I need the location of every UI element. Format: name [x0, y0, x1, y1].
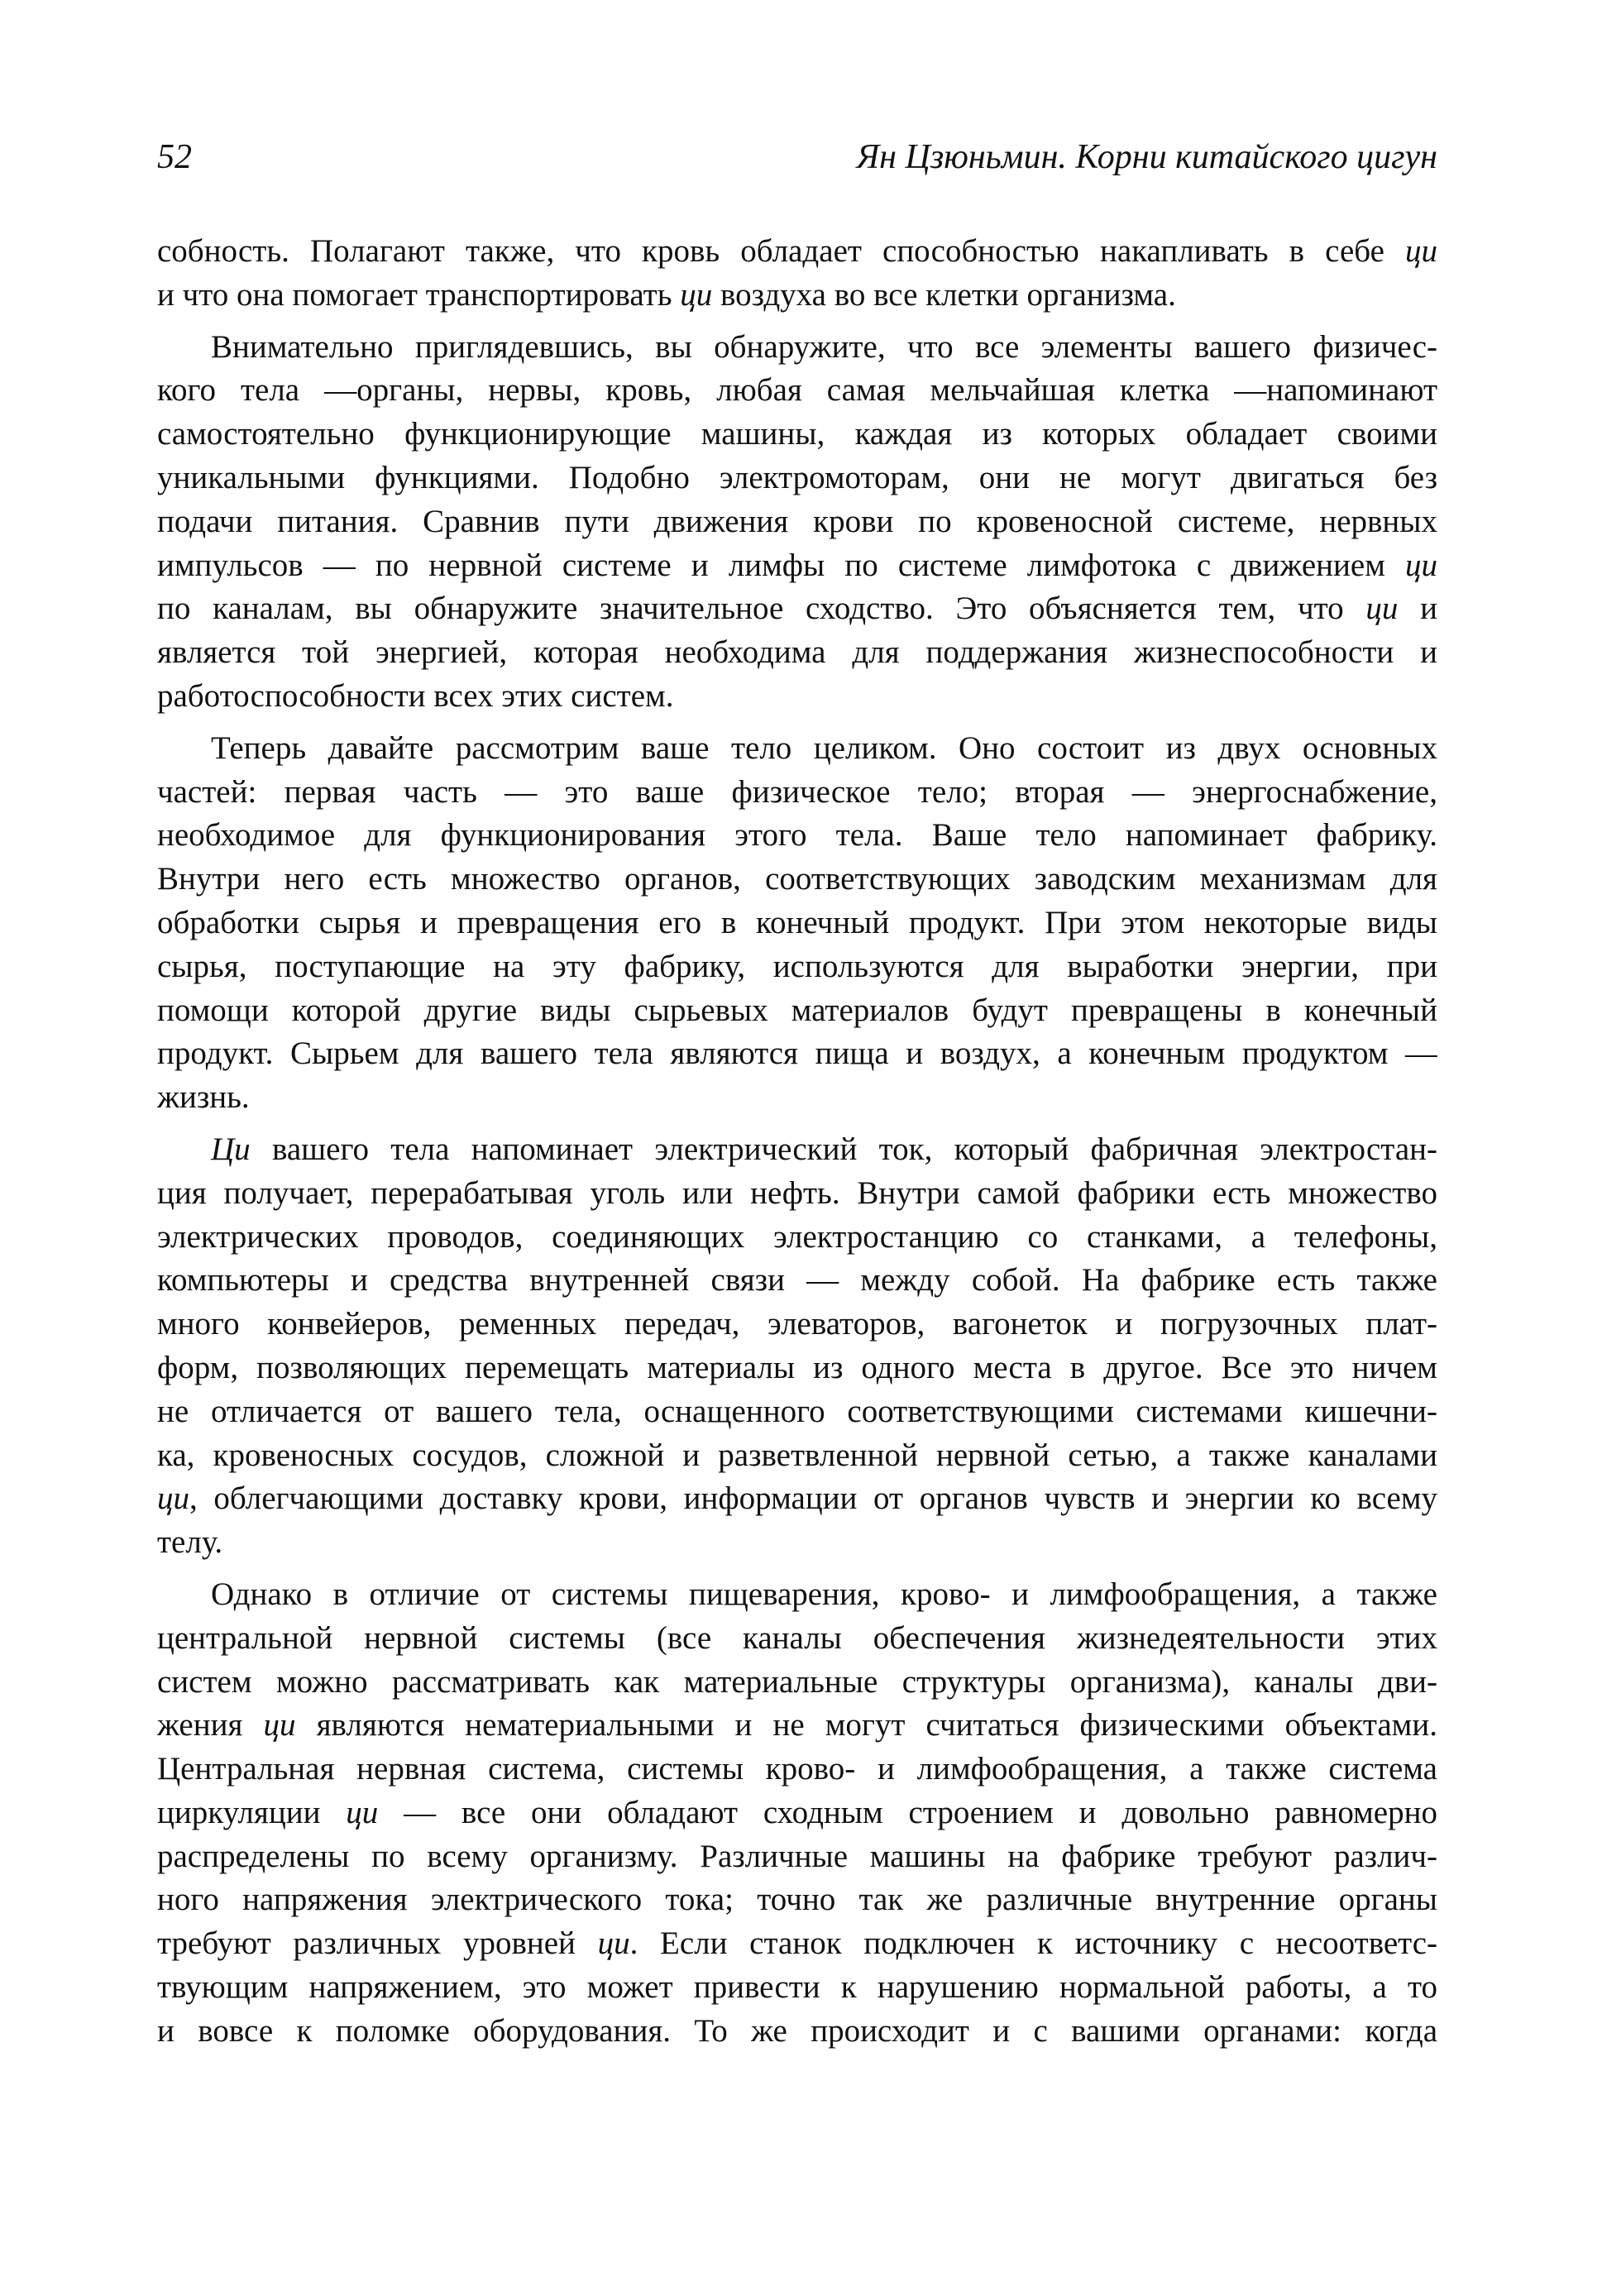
italic-term: ци	[157, 1480, 189, 1517]
text-segment: ка, кровеносных сосудов, сложной и разветвленной нервной сетью, а также каналами	[157, 1437, 1437, 1473]
text-segment: , облегчающими доставку крови, информации от органов чувств и энергии ко всему	[189, 1480, 1437, 1517]
text-segment: частей: первая часть — это ваше физическое тело; вторая — энергоснабжение,	[157, 773, 1437, 810]
text-segment: собность. Полагают также, что кровь обладает способностью накапливать в себе	[157, 233, 1405, 269]
italic-term: ци	[263, 1707, 296, 1744]
page-number: 52	[157, 138, 192, 176]
text-segment: жения	[157, 1707, 264, 1744]
text-line	[157, 814, 1437, 858]
text-segment: Теперь давайте рассмотрим ваше тело целиком. Оно состоит из двух основных	[211, 729, 1437, 766]
text-line	[157, 457, 1437, 500]
text-line	[157, 1347, 1437, 1390]
text-line	[157, 858, 1437, 902]
italic-term: ци	[1405, 547, 1437, 583]
text-line	[157, 1521, 1437, 1565]
text-line	[157, 1303, 1437, 1347]
text-segment: необходимое для функционирования этого тела. Ваше тело напоминает фабрику.	[157, 817, 1437, 854]
text-line	[157, 1878, 1437, 1922]
text-segment: жизнь.	[157, 1079, 250, 1116]
text-line	[157, 326, 1437, 370]
text-line	[157, 1791, 1437, 1835]
italic-term: ци	[597, 1925, 630, 1962]
text-segment: помощи которой другие виды сырьевых материалов будут превращены в конечный	[157, 992, 1437, 1028]
text-line	[157, 771, 1437, 815]
text-line	[157, 274, 1437, 318]
text-line	[157, 1573, 1437, 1617]
text-line	[157, 1390, 1437, 1434]
text-segment: систем можно рассматривать как материальные структуры организма), каналы дви-	[157, 1663, 1437, 1700]
text-line	[157, 587, 1437, 631]
text-line	[157, 902, 1437, 945]
text-segment: Внутри него есть множество органов, соответствующих заводским механизмам для	[157, 861, 1437, 897]
italic-term: ци	[1405, 233, 1437, 269]
text-line	[157, 1259, 1437, 1303]
text-segment: Однако в отличие от системы пищеварения, крово- и лимфообращения, а также	[211, 1576, 1437, 1612]
text-line	[157, 1966, 1437, 2010]
text-segment: компьютеры и средства внутренней связи — между собой. На фабрике есть также	[157, 1262, 1437, 1299]
text-line	[157, 631, 1437, 675]
text-segment: не отличается от вашего тела, оснащенного соответствующими системами кишечни-	[157, 1393, 1437, 1429]
text-segment: много конвейеров, ременных передач, элеваторов, вагонеток и погрузочных плат-	[157, 1306, 1437, 1342]
text-segment: . Если станок подключен к источнику с несоответс-	[629, 1925, 1437, 1962]
text-segment: продукт. Сырьем для вашего тела являются пища и воздух, а конечным продуктом —	[157, 1036, 1437, 1072]
text-line	[157, 989, 1437, 1033]
text-line	[157, 1477, 1437, 1521]
text-line	[157, 1922, 1437, 1966]
body-text	[157, 230, 1437, 2062]
text-line	[157, 1128, 1437, 1172]
text-line	[157, 945, 1437, 989]
text-segment: и что она помогает транспортировать	[157, 276, 681, 313]
text-line	[157, 1748, 1437, 1791]
text-line	[157, 1172, 1437, 1216]
text-segment: импульсов — по нервной системе и лимфы по системе лимфотока с движением	[157, 547, 1405, 583]
text-line	[157, 1835, 1437, 1879]
text-segment: работоспособности всех этих систем.	[157, 677, 674, 714]
text-line	[157, 544, 1437, 588]
text-line	[157, 1216, 1437, 1260]
text-line	[157, 1661, 1437, 1705]
text-segment: воздуха во все клетки организма.	[712, 276, 1176, 313]
text-line	[157, 727, 1437, 771]
text-segment: самостоятельно функционирующие машины, каждая из которых обладает своими	[157, 416, 1437, 452]
text-segment: электрических проводов, соединяющих электростанцию со станками, а телефоны,	[157, 1218, 1437, 1255]
text-segment: Внимательно приглядевшись, вы обнаружите, что все элементы вашего физичес-	[211, 328, 1437, 365]
text-segment: подачи питания. Сравнив пути движения крови по кровеносной системе, нервных	[157, 503, 1437, 539]
italic-term: ци	[680, 276, 713, 313]
text-segment: является той энергией, которая необходима для поддержания жизнеспособности и	[157, 634, 1437, 671]
italic-term: ци	[346, 1794, 379, 1830]
paragraph	[157, 1573, 1437, 2054]
text-line	[157, 1032, 1437, 1076]
text-line	[157, 1434, 1437, 1478]
text-line	[157, 1704, 1437, 1748]
text-line	[157, 413, 1437, 457]
text-segment: являются нематериальными и не могут считаться физическими объектами.	[295, 1707, 1437, 1744]
paragraph	[157, 326, 1437, 719]
text-line	[157, 1617, 1437, 1661]
text-segment: кого тела —органы, нервы, кровь, любая самая мельчайшая клетка —напоминают	[157, 372, 1437, 409]
text-segment: форм, позволяющих перемещать материалы из одного места в другое. Все это ничем	[157, 1349, 1437, 1385]
paragraph	[157, 230, 1437, 318]
text-line	[157, 675, 1437, 719]
text-segment: центральной нервной системы (все каналы обеспечения жизнедеятельности этих	[157, 1619, 1437, 1656]
text-segment: требуют различных уровней	[157, 1925, 598, 1962]
text-line	[157, 2010, 1437, 2054]
text-line	[157, 369, 1437, 413]
running-head	[157, 132, 1437, 182]
text-segment: распределены по всему организму. Различные машины на фабрике требуют различ-	[157, 1838, 1437, 1874]
text-segment: по каналам, вы обнаружите значительное сходство. Это объясняется тем, что	[157, 591, 1366, 627]
text-segment: циркуляции	[157, 1794, 347, 1830]
text-segment: сырья, поступающие на эту фабрику, используются для выработки энергии, при	[157, 948, 1437, 984]
text-segment: обработки сырья и превращения его в конечный продукт. При этом некоторые виды	[157, 904, 1437, 940]
text-segment: ция получает, перерабатывая уголь или нефть. Внутри самой фабрики есть множество	[157, 1174, 1437, 1211]
text-segment: — все они обладают сходным строением и довольно равномерно	[378, 1794, 1437, 1830]
text-segment: вашего тела напоминает электрический ток, который фабричная электростан-	[250, 1131, 1437, 1167]
paragraph	[157, 727, 1437, 1120]
paragraph	[157, 1128, 1437, 1565]
text-segment: ного напряжения электрического тока; точно так же различные внутренние органы	[157, 1882, 1437, 1918]
text-line	[157, 1076, 1437, 1120]
text-segment: твующим напряжением, это может привести к нарушению нормальной работы, а то	[157, 1969, 1437, 2006]
running-title: Ян Цзюньмин. Корни китайского цигун	[856, 138, 1437, 176]
text-segment: телу.	[157, 1524, 223, 1561]
text-segment: и	[1398, 591, 1437, 627]
text-segment: и вовсе к поломке оборудования. То же происходит и с вашими органами: когда	[157, 2012, 1437, 2049]
text-line	[157, 500, 1437, 544]
text-line	[157, 230, 1437, 274]
text-segment: Центральная нервная система, системы крово- и лимфообращения, а также система	[157, 1751, 1437, 1787]
italic-term: Ци	[211, 1131, 251, 1167]
text-segment: уникальными функциями. Подобно электромоторам, они не могут двигаться без	[157, 459, 1437, 495]
italic-term: ци	[1365, 591, 1399, 627]
